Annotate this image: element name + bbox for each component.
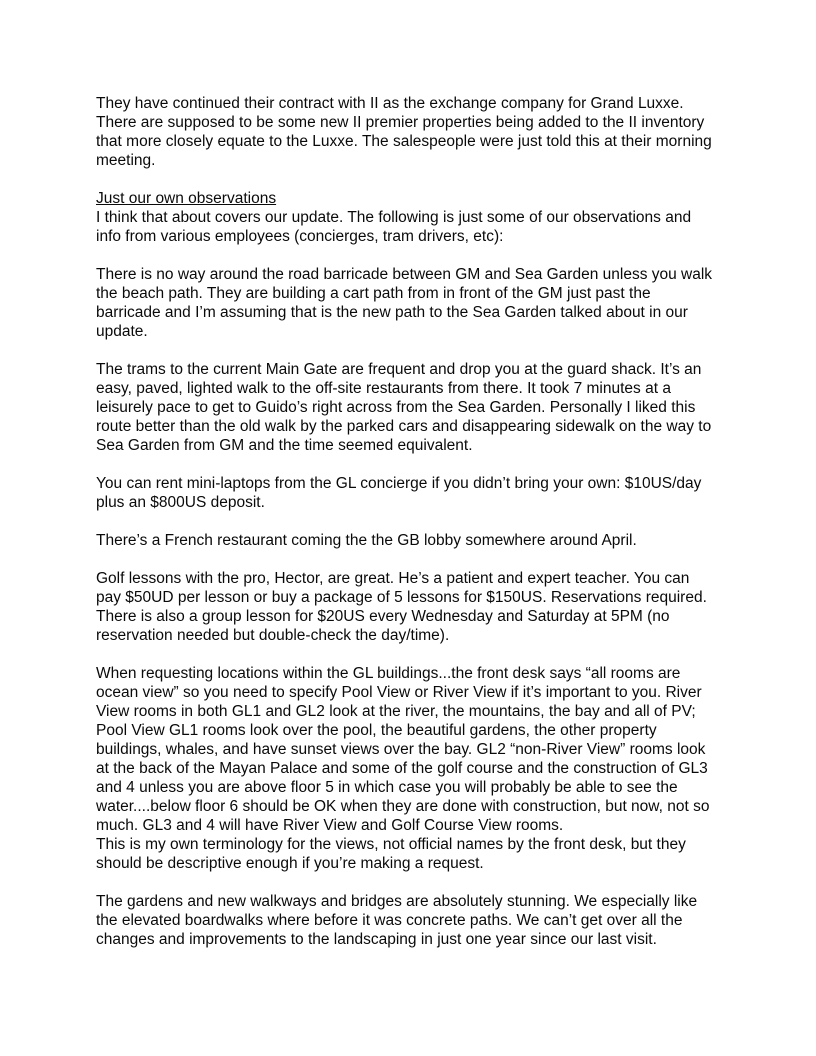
paragraph-room-views (96, 664, 718, 873)
paragraph-text: This is my own terminology for the views, not official names by the front desk, but they should be descriptive enough if you’re making a request. (96, 836, 686, 872)
paragraph-text: The trams to the current Main Gate are frequent and drop you at the guard shack. It’s an easy, paved, lighted walk to the off-site restaurants from there. It took 7 minutes at a leisurely pace to get to Guido’s right across from the Sea Garden. Personally I liked this route better than the old walk by the parked cars and disappearing sidewalk on the way to Sea Garden from GM and the time seemed equivalent. (96, 361, 712, 454)
paragraph-text: The gardens and new walkways and bridges are absolutely stunning. We especially like the elevated boardwalks where before it was concrete paths. We can’t get over all the changes and improvements to the landscaping in just one year since our last visit. (96, 893, 698, 948)
paragraph-text: There is no way around the road barricade between GM and Sea Garden unless you walk the beach path. They are building a cart path from in front of the GM just past the barricade and I’m assuming that is the new path to the Sea Garden talked about in our update. (96, 266, 713, 340)
paragraph-text: There’s a French restaurant coming the the GB lobby somewhere around April. (96, 532, 637, 549)
paragraph-road-barricade (96, 265, 718, 341)
paragraph-contract-update (96, 94, 718, 170)
paragraph-trams (96, 360, 718, 455)
paragraph-gardens (96, 892, 718, 949)
paragraph-text: They have continued their contract with II as the exchange company for Grand Luxxe. There are supposed to be some new II premier properties being added to the II inventory that more closely equate to the Luxxe. The salespeople were just told this at their morning meeting. (96, 95, 712, 169)
paragraph-text: When requesting locations within the GL buildings...the front desk says “all rooms are ocean view” so you need to specify Pool View or River View if it’s important to you. River View rooms in both GL1 and GL2 look at the river, the mountains, the bay and all of PV; Pool View GL1 rooms look over the pool, the beautiful gardens, the other property buildings, whales, and have sunset views over the bay. GL2 “non-River View” rooms look at the back of the Mayan Palace and some of the golf course and the construction of GL3 and 4 unless you are above floor 5 in which case you will probably be able to see the water....below floor 6 should be OK when they are done with construction, but now, not so much. GL3 and 4 will have River View and Golf Course View rooms. (96, 665, 710, 834)
paragraph-french-restaurant (96, 531, 718, 550)
section-heading: Just our own observations (96, 190, 277, 207)
paragraph-text: You can rent mini-laptops from the GL concierge if you didn’t bring your own: $10US/day plus an $800US deposit. (96, 475, 702, 511)
paragraph-golf-lessons (96, 569, 718, 645)
paragraph-text: Golf lessons with the pro, Hector, are great. He’s a patient and expert teacher. You can pay $50UD per lesson or buy a package of 5 lessons for $150US. Reservations required. There is also a group lesson for $20US every Wednesday and Saturday at 5PM (no reservation needed but double-check the day/time). (96, 570, 707, 644)
paragraph-laptop-rental (96, 474, 718, 512)
paragraph-text: I think that about covers our update. The following is just some of our observations and info from various employees (concierges, tram drivers, etc): (96, 209, 692, 245)
section-observations (96, 189, 718, 246)
document-body (96, 94, 718, 949)
